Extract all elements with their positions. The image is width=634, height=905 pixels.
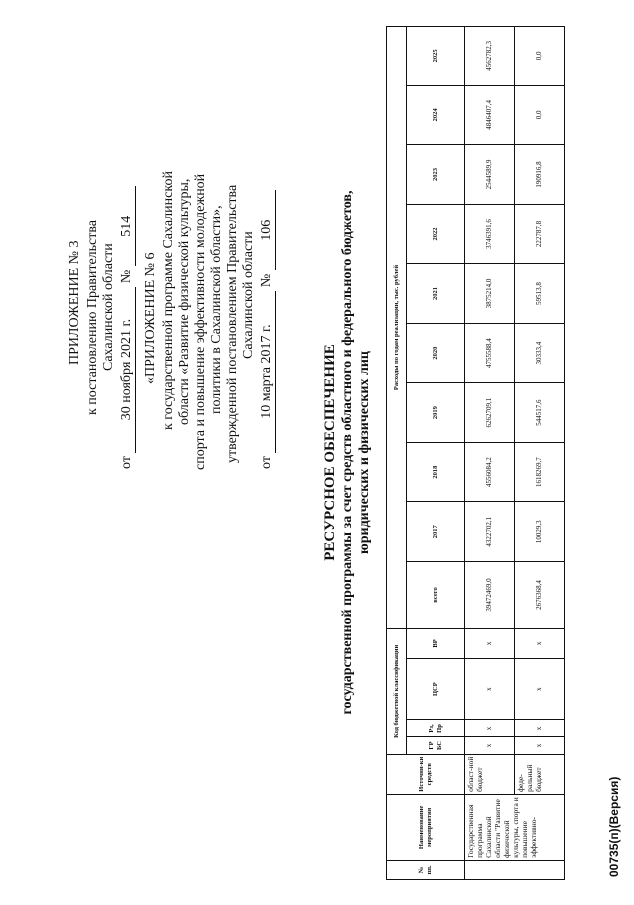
header-2023: 2023 [407, 145, 465, 205]
cell-value: 3746391,6 [465, 204, 515, 264]
cell-kbk: x [515, 720, 565, 737]
cell-value: 4755588,4 [465, 323, 515, 383]
resource-table [386, 26, 565, 880]
cell-value: 3875214,0 [465, 264, 515, 324]
cell-source: феде-ральный бюджет [515, 754, 565, 794]
cell-value: 4322702,1 [465, 502, 515, 562]
cell-value: 4556084,2 [465, 442, 515, 502]
appendix-from-label: от [119, 456, 134, 469]
cell-kbk: x [515, 737, 565, 754]
cell-source: област-ной бюджет [465, 754, 515, 794]
cell-kbk: x [465, 720, 515, 737]
appendix6-date-line [259, 190, 276, 469]
appendix6-number: 106 [259, 190, 276, 270]
header-2024: 2024 [407, 85, 465, 145]
doc-heading: РЕСУРСНОЕ ОБЕСПЕЧЕНИЕ [322, 344, 338, 561]
header-2020: 2020 [407, 323, 465, 383]
cell-value: 2544589,9 [465, 145, 515, 205]
doc-subheading: государственной программы за счет средств областного и федерального бюджетов, [340, 190, 355, 715]
header-csr: ЦСР [407, 658, 465, 720]
cell-kbk: x [515, 628, 565, 658]
cell-program-name: Государственная программа Сахалинской области "Развитие физической культуры, спорта и повышение эффективно- [465, 794, 565, 860]
cell-value: 4846407,4 [465, 85, 515, 145]
header-2018: 2018 [407, 442, 465, 502]
appendix6-line2: области «Развитие физической культуры, [177, 178, 192, 425]
header-2017: 2017 [407, 502, 465, 562]
header-2022: 2022 [407, 204, 465, 264]
cell-value: 6262709,1 [465, 383, 515, 443]
cell-value: 0,0 [515, 85, 565, 145]
appendix-line2: Сахалинской области [101, 243, 116, 371]
table-row [515, 27, 565, 880]
cell-kbk: x [515, 658, 565, 720]
header-kbk: Код бюджетной классификации [387, 628, 407, 754]
cell-value: 190916,8 [515, 145, 565, 205]
header-grbs: ГР БС [407, 737, 465, 754]
cell-value: 10029,3 [515, 502, 565, 562]
appendix-line1: к постановлению Правительства [85, 219, 100, 415]
cell-kbk: x [465, 628, 515, 658]
cell-kbk: x [465, 658, 515, 720]
cell-value: 30333,4 [515, 323, 565, 383]
appendix6-line5: утвержденной постановлением Правительства [225, 184, 240, 463]
header-2025: 2025 [407, 27, 465, 86]
appendix-no-label: № [119, 269, 134, 284]
header-2021: 2021 [407, 264, 465, 324]
header-name: Наименование мероприятия [387, 794, 465, 860]
appendix6-date: 10 марта 2017 г. [259, 291, 276, 453]
appendix-date-line [119, 186, 136, 469]
appendix6-no-label: № [259, 273, 274, 288]
document-code: 00735(п)(Версия) [607, 776, 621, 877]
header-source: Источни-ки средств [387, 754, 465, 794]
header-rzpr: Рз, Пр [407, 720, 465, 737]
cell-num [465, 860, 565, 879]
cell-value: 2676368,4 [515, 561, 565, 628]
appendix6-title: «ПРИЛОЖЕНИЕ № 6 [143, 252, 158, 384]
header-num: № пп. [387, 860, 465, 879]
appendix6-line3: спорта и повышение эффективности молодежной [193, 173, 208, 470]
doc-subheading-2: юридических и физических лиц [357, 351, 372, 554]
header-2019: 2019 [407, 383, 465, 443]
cell-value: 1618269,7 [515, 442, 565, 502]
appendix-title: ПРИЛОЖЕНИЕ № 3 [67, 240, 82, 365]
table-row [465, 27, 515, 880]
cell-value: 59513,8 [515, 264, 565, 324]
header-expenses: Расходы по годам реализации, тыс. рублей [387, 27, 407, 629]
appendix6-line6: Сахалинской области [241, 231, 256, 359]
appendix-number: 514 [119, 186, 136, 266]
cell-value: 4562782,3 [465, 27, 515, 86]
cell-kbk: x [465, 737, 515, 754]
cell-value: 222787,8 [515, 204, 565, 264]
cell-value: 0,0 [515, 27, 565, 86]
cell-value: 544517,6 [515, 383, 565, 443]
appendix6-line1: к государственной программе Сахалинской [161, 171, 176, 430]
cell-value: 39472469,0 [465, 561, 515, 628]
header-vr: ВР [407, 628, 465, 658]
appendix6-line4: политики в Сахалинской области», [209, 205, 224, 414]
appendix6-from-label: от [259, 456, 274, 469]
header-total: всего [407, 561, 465, 628]
appendix-date: 30 ноября 2021 г. [119, 287, 136, 453]
